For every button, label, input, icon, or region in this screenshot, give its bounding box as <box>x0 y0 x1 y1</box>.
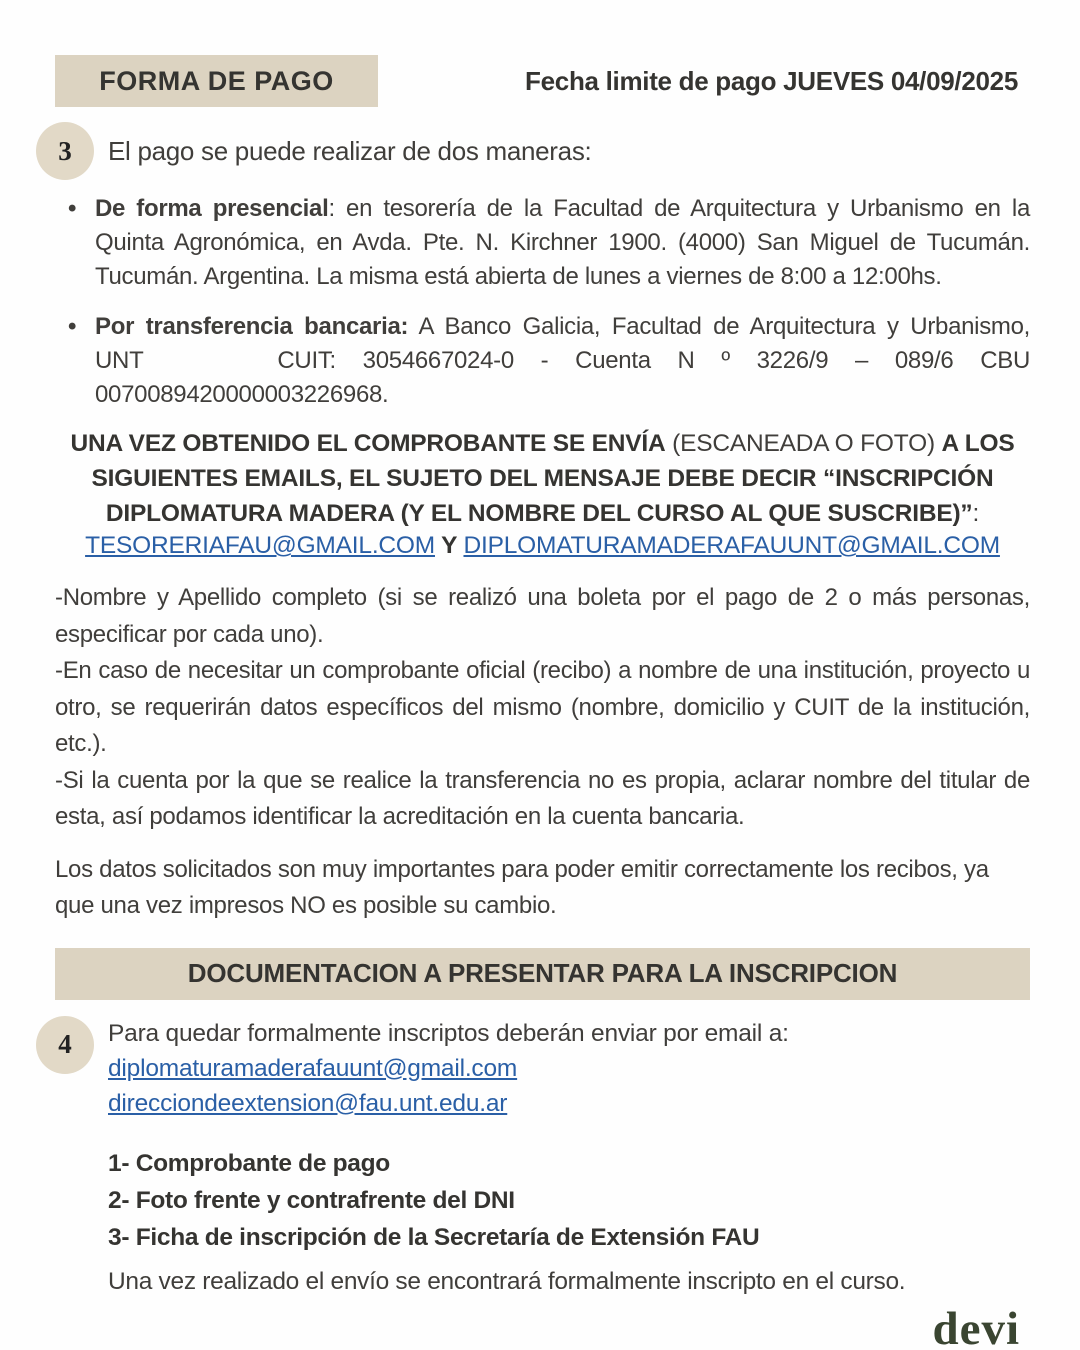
devi-logo: devi <box>932 1302 1020 1350</box>
header-row <box>55 55 1030 107</box>
presencial-bold-label: De forma presencial <box>95 195 329 222</box>
diplomatura-email-link[interactable]: diplomaturamaderafauunt@gmail.com <box>108 1054 518 1082</box>
presencial-text: : en tesorería de la Facultad de Arquitectura y Urbanismo en la Quinta Agronómica, en Avda. Pte. N. Kirchner 1900. (4000) San Miguel de Tucumán. Tucumán. Argentina. La misma está abierta de lunes a viernes de 8:00 a 12:00hs. <box>95 195 1030 290</box>
transferencia-text: A Banco Galicia, Facultad de Arquitectura y Urbanismo, UNT CUIT: 3054667024-0 - Cuenta N º 3226/9 – 089/6 CBU 0070089420000003226968. <box>95 313 1030 408</box>
payment-step-content <box>108 136 591 167</box>
bullet-dot-icon: • <box>68 313 77 340</box>
inscription-closing: Una vez realizado el envío se encontrará formalmente inscripto en el curso. <box>108 1267 906 1295</box>
transferencia-bold-label: Por transferencia bancaria: <box>95 313 409 340</box>
list-item-presencial <box>68 192 1030 294</box>
email-separator: Y <box>434 532 464 559</box>
forma-de-pago-title-box <box>55 55 378 107</box>
bullet-dot-icon: • <box>68 195 77 222</box>
extension-email-line <box>108 1086 789 1121</box>
documentation-step-content <box>108 1014 789 1121</box>
requirement-item-dni: 2- Foto frente y contrafrente del DNI <box>108 1186 515 1214</box>
step-3-badge <box>36 122 94 180</box>
tesoreria-email-link[interactable]: TESORERIAFAU@GMAIL.COM <box>85 532 435 559</box>
payment-intro: El pago se puede realizar de dos maneras: <box>108 135 592 166</box>
payment-step-row <box>55 122 1030 180</box>
documentation-banner: DOCUMENTACION A PRESENTAR PARA LA INSCRIPCION <box>55 948 1030 1000</box>
list-item-transferencia <box>68 310 1030 412</box>
forma-de-pago-label: FORMA DE PAGO <box>99 65 334 96</box>
payment-methods-list <box>55 192 1030 412</box>
notice-emails-line <box>55 532 1030 560</box>
documentation-step-row <box>55 1014 1030 1121</box>
payment-deadline: Fecha limite de pago JUEVES 04/09/2025 <box>525 65 1018 96</box>
extension-email-link[interactable]: direcciondeextension@fau.unt.edu.ar <box>108 1089 508 1117</box>
diplomatura-email-line <box>108 1051 789 1086</box>
requirements-list <box>108 1145 1030 1256</box>
detail-paragraph-comprobante: -En caso de necesitar un comprobante oficial (recibo) a nombre de una institución, proyecto u otro, se requerirán datos específicos del mismo (nombre, domicilio y CUIT de la institución, etc.). <box>55 657 1030 757</box>
notice-regular-2: : <box>972 500 980 527</box>
step-4-number: 4 <box>58 1029 72 1059</box>
notice-regular-1: (ESCANEADA O FOTO) <box>665 430 942 457</box>
detail-paragraph-nombre: -Nombre y Apellido completo (si se realizó una boleta por el pago de 2 o más personas, especificar por cada uno). <box>55 584 1030 648</box>
notice-bold-2: A LOS SIGUIENTES EMAILS, EL SUJETO DEL MENSAJE DEBE DECIR “INSCRIPCIÓN DIPLOMATURA MADERA (Y EL NOMBRE DEL CURSO AL QUE SUSCRIBE)” <box>91 430 1015 527</box>
requirement-item-ficha: 3- Ficha de inscripción de la Secretaría de Extensión FAU <box>108 1223 760 1251</box>
detail-paragraph-cuenta: -Si la cuenta por la que se realice la transferencia no es propia, aclarar nombre del titular de esta, así podamos identificar la acreditación en la cuenta bancaria. <box>55 766 1030 830</box>
inscription-intro: Para quedar formalmente inscriptos deberán enviar por email a: <box>108 1019 789 1047</box>
step-4-badge <box>36 1016 94 1074</box>
notice-bold-1: UNA VEZ OBTENIDO EL COMPROBANTE SE ENVÍA <box>70 430 666 457</box>
diplomatura-email-link-caps[interactable]: DIPLOMATURAMADERAFAUUNT@GMAIL.COM <box>463 532 1000 559</box>
payment-details-block <box>55 580 1030 836</box>
receipt-notice <box>68 426 1018 531</box>
step-3-number: 3 <box>58 135 72 166</box>
requirement-item-comprobante: 1- Comprobante de pago <box>108 1149 390 1177</box>
receipts-warning: Los datos solicitados son muy importantes para poder emitir correctamente los recibos, ya que una vez impresos NO es posible su cambio. <box>55 855 989 919</box>
